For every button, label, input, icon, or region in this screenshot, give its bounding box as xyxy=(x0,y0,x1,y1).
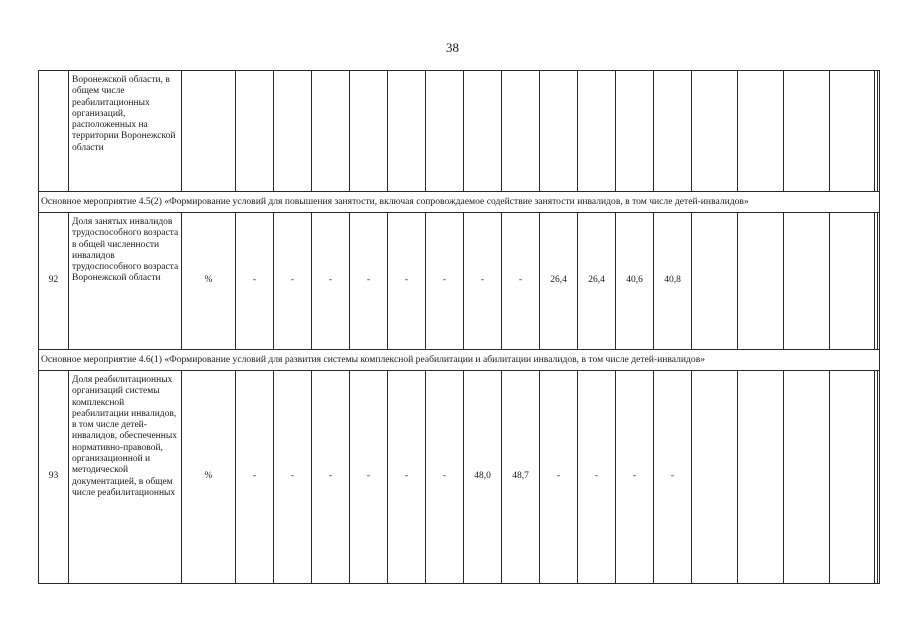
value-cell xyxy=(426,71,464,192)
value-cell xyxy=(877,213,880,350)
value-cell: - xyxy=(388,213,426,350)
value-cell: 26,4 xyxy=(540,213,578,350)
value-cell: - xyxy=(502,213,540,350)
value-cell xyxy=(784,71,830,192)
value-cell xyxy=(502,71,540,192)
value-cell xyxy=(738,213,784,350)
value-cell: - xyxy=(312,213,350,350)
value-cell xyxy=(692,213,738,350)
table-body xyxy=(39,71,880,584)
value-cell xyxy=(274,71,312,192)
value-cell xyxy=(830,371,875,584)
value-cell xyxy=(877,71,880,192)
page-number: 38 xyxy=(446,40,459,55)
value-cell: - xyxy=(654,371,692,584)
value-cell xyxy=(236,71,274,192)
value-cell: - xyxy=(616,371,654,584)
value-cell xyxy=(877,371,880,584)
value-cell: - xyxy=(426,371,464,584)
value-cell xyxy=(578,71,616,192)
value-cell: - xyxy=(312,371,350,584)
value-cell: - xyxy=(236,371,274,584)
value-cell xyxy=(784,371,830,584)
value-cell: - xyxy=(274,213,312,350)
row-number-cell: 93 xyxy=(39,371,69,584)
section-header-row xyxy=(39,350,880,371)
value-cell: - xyxy=(350,371,388,584)
value-cell: - xyxy=(388,371,426,584)
value-cell: 26,4 xyxy=(578,213,616,350)
row-number-cell: 92 xyxy=(39,213,69,350)
value-cell: - xyxy=(236,213,274,350)
value-cell xyxy=(540,71,578,192)
indicator-name-cell: Доля реабилитационных организаций системы комплексной реабилитации инвалидов, в том числе детей-инвалидов, обеспеченных нормативно-правовой, организационной и методической документацией, в общем числе реабилитационных xyxy=(69,371,182,584)
value-cell xyxy=(350,71,388,192)
value-cell xyxy=(738,371,784,584)
value-cell xyxy=(464,71,502,192)
value-cell xyxy=(388,71,426,192)
value-cell xyxy=(616,71,654,192)
value-cell: 40,6 xyxy=(616,213,654,350)
indicator-row xyxy=(39,371,880,584)
section-title: Основное мероприятие 4.5(2) «Формирование условий для повышения занятости, включая сопровождаемое содействие занятости инвалидов, в том числе детей-инвалидов» xyxy=(39,192,880,213)
indicators-table xyxy=(38,70,880,584)
section-title: Основное мероприятие 4.6(1) «Формирование условий для развития системы комплексной реабилитации и абилитации инвалидов, в том числе детей-инвалидов» xyxy=(39,350,880,371)
indicator-name-cell: Доля занятых инвалидов трудоспособного возраста в общей численности инвалидов трудоспособного возраста Воронежской области xyxy=(69,213,182,350)
indicator-row xyxy=(39,213,880,350)
section-header-row xyxy=(39,192,880,213)
unit-cell: % xyxy=(182,371,236,584)
value-cell: 48,0 xyxy=(464,371,502,584)
value-cell xyxy=(830,213,875,350)
value-cell xyxy=(830,71,875,192)
value-cell: - xyxy=(540,371,578,584)
value-cell xyxy=(784,213,830,350)
value-cell: - xyxy=(274,371,312,584)
value-cell: 40,8 xyxy=(654,213,692,350)
unit-cell: % xyxy=(182,213,236,350)
value-cell xyxy=(654,71,692,192)
row-number-cell xyxy=(39,71,69,192)
value-cell xyxy=(692,371,738,584)
unit-cell xyxy=(182,71,236,192)
indicator-row xyxy=(39,71,880,192)
value-cell: - xyxy=(426,213,464,350)
value-cell: - xyxy=(350,213,388,350)
value-cell xyxy=(312,71,350,192)
value-cell xyxy=(692,71,738,192)
value-cell: - xyxy=(578,371,616,584)
value-cell: 48,7 xyxy=(502,371,540,584)
value-cell: - xyxy=(464,213,502,350)
value-cell xyxy=(738,71,784,192)
indicator-name-cell: Воронежской области, в общем числе реабилитационных организаций, расположенных на территории Воронежской области xyxy=(69,71,182,192)
